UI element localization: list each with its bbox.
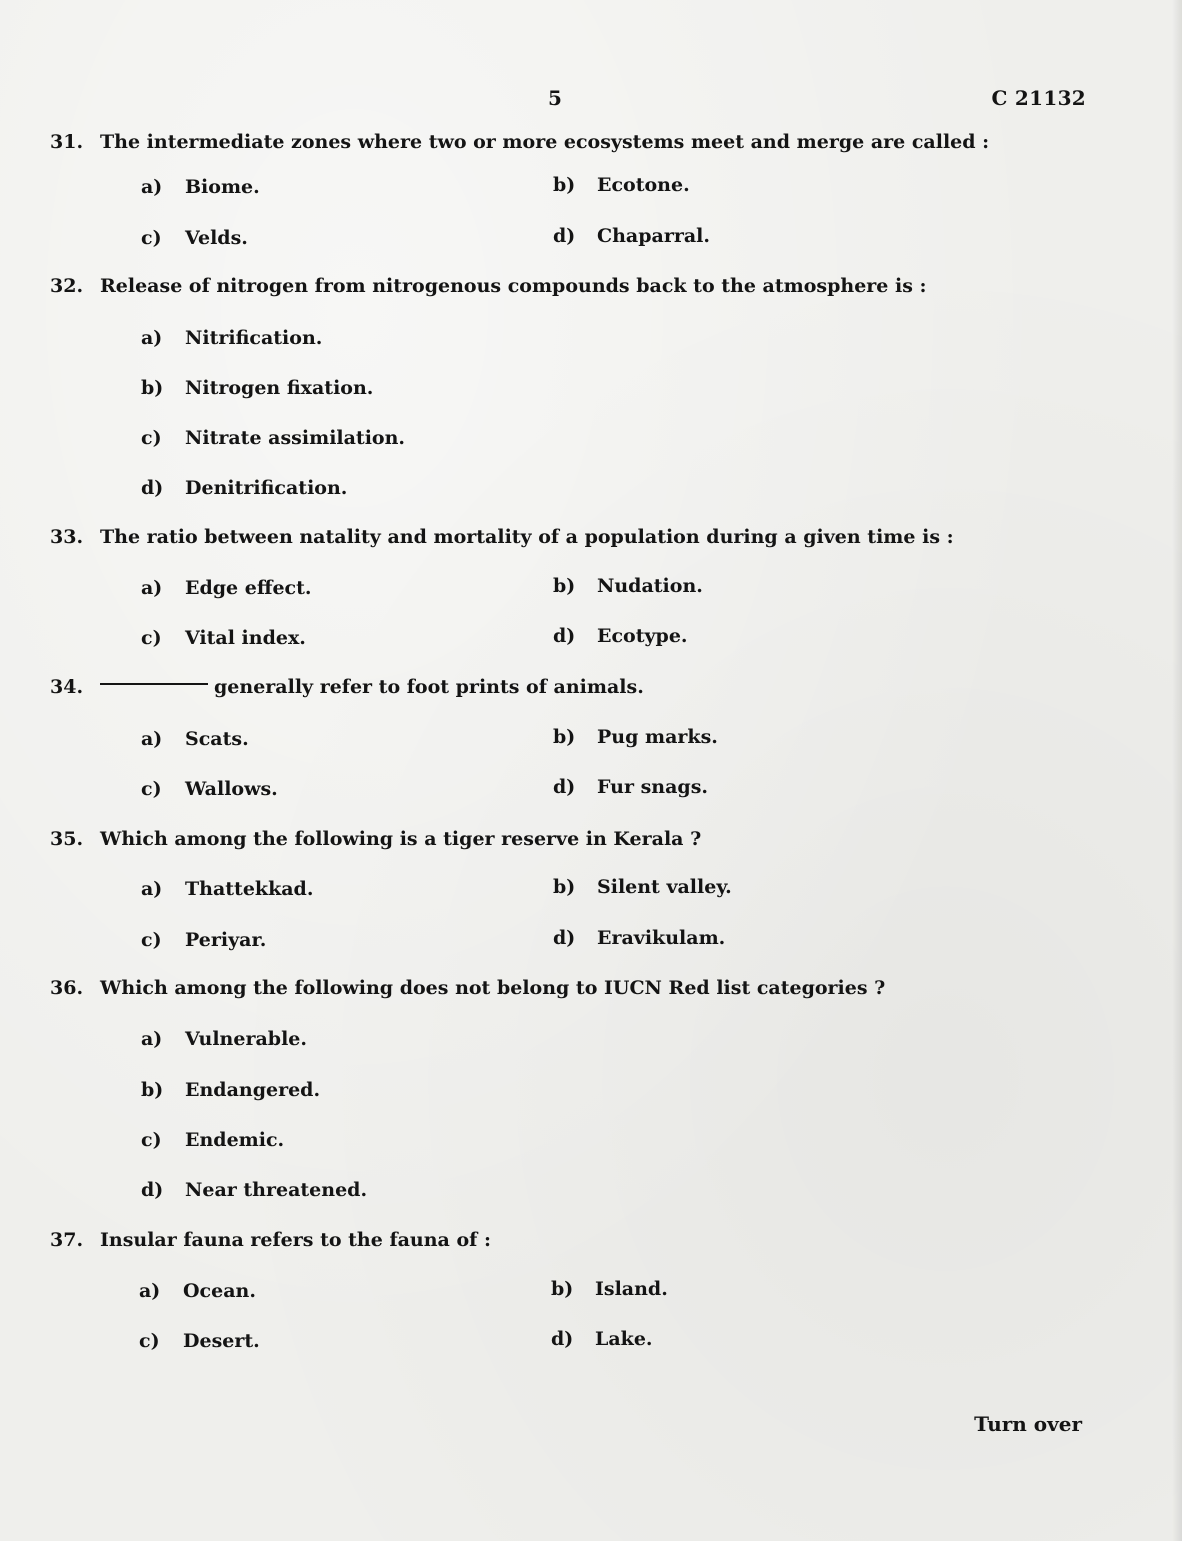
option-37-c bbox=[139, 1330, 260, 1352]
question-35 bbox=[50, 828, 701, 850]
option-text: Near threatened. bbox=[185, 1179, 368, 1201]
option-37-a bbox=[139, 1280, 256, 1302]
option-text: Periyar. bbox=[185, 929, 267, 951]
question-37 bbox=[50, 1229, 491, 1251]
question-text: The ratio between natality and mortality of a population during a given time is : bbox=[100, 526, 954, 548]
option-letter: c) bbox=[141, 427, 162, 449]
option-text: Scats. bbox=[185, 728, 249, 750]
option-33-c bbox=[141, 627, 306, 649]
option-35-c bbox=[141, 929, 266, 951]
option-letter: b) bbox=[553, 575, 576, 597]
question-36 bbox=[50, 977, 885, 999]
option-32-b bbox=[141, 377, 373, 399]
option-letter: d) bbox=[553, 927, 576, 949]
option-text: Denitrification. bbox=[185, 477, 348, 499]
option-36-b bbox=[141, 1079, 320, 1101]
fill-in-blank bbox=[100, 683, 208, 685]
option-letter: c) bbox=[141, 227, 162, 249]
question-number: 36. bbox=[50, 977, 84, 999]
question-text: Which among the following does not belong to IUCN Red list categories ? bbox=[100, 977, 886, 999]
paper-code: C 21132 bbox=[991, 86, 1086, 110]
option-text: Chaparral. bbox=[597, 225, 711, 247]
option-35-d bbox=[553, 927, 725, 949]
question-text: generally refer to foot prints of animals. bbox=[214, 676, 644, 698]
option-37-d bbox=[551, 1328, 653, 1350]
option-33-b bbox=[553, 575, 703, 597]
option-32-d bbox=[141, 477, 347, 499]
option-31-b bbox=[553, 174, 690, 196]
option-letter: a) bbox=[141, 577, 163, 599]
option-36-c bbox=[141, 1129, 284, 1151]
option-text: Edge effect. bbox=[185, 577, 312, 599]
option-text: Endemic. bbox=[185, 1129, 285, 1151]
option-text: Velds. bbox=[185, 227, 248, 249]
option-text: Wallows. bbox=[185, 778, 278, 800]
question-32 bbox=[50, 275, 927, 297]
option-34-b bbox=[553, 726, 718, 748]
option-letter: a) bbox=[141, 176, 163, 198]
option-letter: b) bbox=[141, 377, 164, 399]
option-letter: b) bbox=[141, 1079, 164, 1101]
option-text: Vulnerable. bbox=[185, 1028, 307, 1050]
option-32-c bbox=[141, 427, 405, 449]
option-letter: b) bbox=[553, 726, 576, 748]
question-number: 33. bbox=[50, 526, 84, 548]
option-text: Endangered. bbox=[185, 1079, 321, 1101]
turn-over-note: Turn over bbox=[974, 1412, 1082, 1436]
option-35-a bbox=[141, 878, 313, 900]
question-number: 31. bbox=[50, 131, 84, 153]
page-edge-shadow bbox=[1172, 0, 1182, 1541]
option-letter: a) bbox=[139, 1280, 161, 1302]
question-text: Which among the following is a tiger reserve in Kerala ? bbox=[100, 828, 702, 850]
option-text: Silent valley. bbox=[597, 876, 732, 898]
option-text: Nitrification. bbox=[185, 327, 323, 349]
option-letter: d) bbox=[553, 625, 576, 647]
option-34-a bbox=[141, 728, 249, 750]
option-letter: c) bbox=[141, 627, 162, 649]
option-35-b bbox=[553, 876, 732, 898]
option-31-a bbox=[141, 176, 260, 198]
option-34-d bbox=[553, 776, 708, 798]
option-31-c bbox=[141, 227, 248, 249]
option-letter: b) bbox=[553, 174, 576, 196]
option-letter: d) bbox=[551, 1328, 574, 1350]
option-letter: a) bbox=[141, 327, 163, 349]
option-letter: a) bbox=[141, 878, 163, 900]
option-36-a bbox=[141, 1028, 307, 1050]
option-34-c bbox=[141, 778, 278, 800]
option-text: Lake. bbox=[595, 1328, 653, 1350]
option-33-a bbox=[141, 577, 312, 599]
option-text: Nitrogen fixation. bbox=[185, 377, 374, 399]
option-text: Island. bbox=[595, 1278, 668, 1300]
option-text: Desert. bbox=[183, 1330, 260, 1352]
option-text: Thattekkad. bbox=[185, 878, 314, 900]
question-text: Release of nitrogen from nitrogenous compounds back to the atmosphere is : bbox=[100, 275, 927, 297]
option-text: Ecotype. bbox=[597, 625, 688, 647]
question-number: 35. bbox=[50, 828, 84, 850]
page-number: 5 bbox=[548, 86, 562, 110]
question-31 bbox=[50, 131, 989, 153]
option-letter: a) bbox=[141, 728, 163, 750]
option-letter: d) bbox=[141, 477, 164, 499]
option-text: Biome. bbox=[185, 176, 260, 198]
question-34 bbox=[50, 676, 644, 698]
option-32-a bbox=[141, 327, 322, 349]
option-letter: b) bbox=[553, 876, 576, 898]
question-33 bbox=[50, 526, 954, 548]
option-letter: a) bbox=[141, 1028, 163, 1050]
option-letter: d) bbox=[141, 1179, 164, 1201]
option-letter: c) bbox=[141, 1129, 162, 1151]
question-number: 37. bbox=[50, 1229, 84, 1251]
option-letter: b) bbox=[551, 1278, 574, 1300]
option-letter: c) bbox=[141, 929, 162, 951]
option-31-d bbox=[553, 225, 710, 247]
question-text: Insular fauna refers to the fauna of : bbox=[100, 1229, 491, 1251]
option-letter: d) bbox=[553, 225, 576, 247]
option-text: Pug marks. bbox=[597, 726, 718, 748]
option-text: Fur snags. bbox=[597, 776, 709, 798]
option-text: Ecotone. bbox=[597, 174, 690, 196]
option-text: Nudation. bbox=[597, 575, 703, 597]
question-number: 34. bbox=[50, 676, 84, 698]
option-text: Vital index. bbox=[185, 627, 306, 649]
option-letter: c) bbox=[141, 778, 162, 800]
option-text: Nitrate assimilation. bbox=[185, 427, 406, 449]
option-text: Eravikulam. bbox=[597, 927, 726, 949]
option-text: Ocean. bbox=[183, 1280, 256, 1302]
option-letter: c) bbox=[139, 1330, 160, 1352]
option-33-d bbox=[553, 625, 688, 647]
option-37-b bbox=[551, 1278, 668, 1300]
option-letter: d) bbox=[553, 776, 576, 798]
option-36-d bbox=[141, 1179, 367, 1201]
question-number: 32. bbox=[50, 275, 84, 297]
question-text: The intermediate zones where two or more ecosystems meet and merge are called : bbox=[100, 131, 990, 153]
